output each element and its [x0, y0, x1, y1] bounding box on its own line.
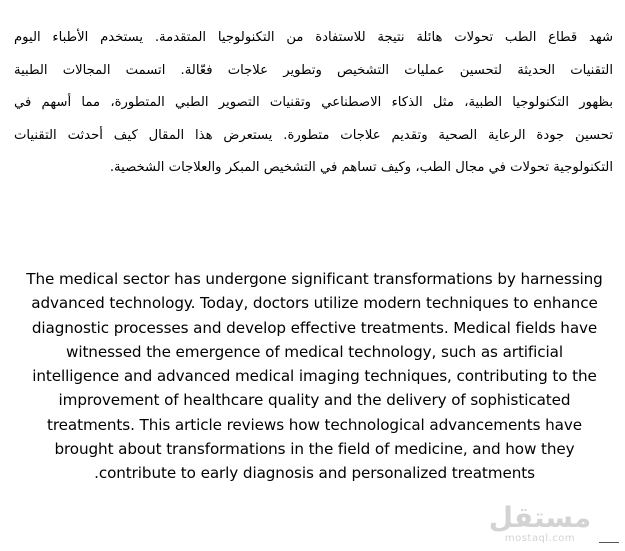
english-line: diagnostic processes and develop effective treatments. Medical fields have [31, 318, 598, 337]
arabic-line: التكنولوجية تحولات في مجال الطب، وكيف تساهم في التشخيص المبكر والعلاجات الشخصية. [109, 160, 613, 175]
arabic-line: تحسين جودة الرعاية الصحية وتقديم علاجات متطورة. يستعرض هذا المقال كيف أحدثت التقنيات [14, 127, 613, 143]
english-line: improvement of healthcare quality and the delivery of sophisticated [58, 391, 571, 410]
english-line: advanced technology. Today, doctors utilize modern techniques to enhance [31, 294, 598, 313]
english-line: .contribute to early diagnosis and personalized treatments [94, 464, 535, 483]
watermark-logo-text: مستقل [488, 501, 592, 534]
arabic-line: التقنيات الحديثة لتحسين عمليات التشخيص وتطوير علاجات فعّالة. اتسمت المجالات الطبية [14, 62, 613, 78]
english-line: brought about transformations in the field of medicine, and how they [54, 440, 575, 459]
english-paragraph [22, 267, 607, 486]
english-line: witnessed the emergence of medical technology, such as artificial [66, 342, 563, 361]
arabic-line: بظهور التكنولوجيا الطبية، مثل الذكاء الاصطناعي وتقنيات التصوير الطبي المتطورة، مما أسهم في [14, 95, 613, 110]
paste-options-icon[interactable] [599, 542, 619, 551]
english-line: treatments. This article reviews how technological advancements have [47, 415, 582, 434]
arabic-paragraph [14, 22, 613, 185]
english-line: intelligence and advanced medical imaging techniques, contributing to the [32, 367, 597, 386]
watermark-site: mostaql.com [504, 533, 576, 544]
watermark-logo [485, 503, 595, 545]
english-line: The medical sector has undergone significant transformations by harnessing [26, 270, 603, 288]
arabic-line: شهد قطاع الطب تحولات هائلة نتيجة للاستفادة من التكنولوجيا المتقدمة. يستخدم الأطباء اليوم [14, 30, 613, 45]
